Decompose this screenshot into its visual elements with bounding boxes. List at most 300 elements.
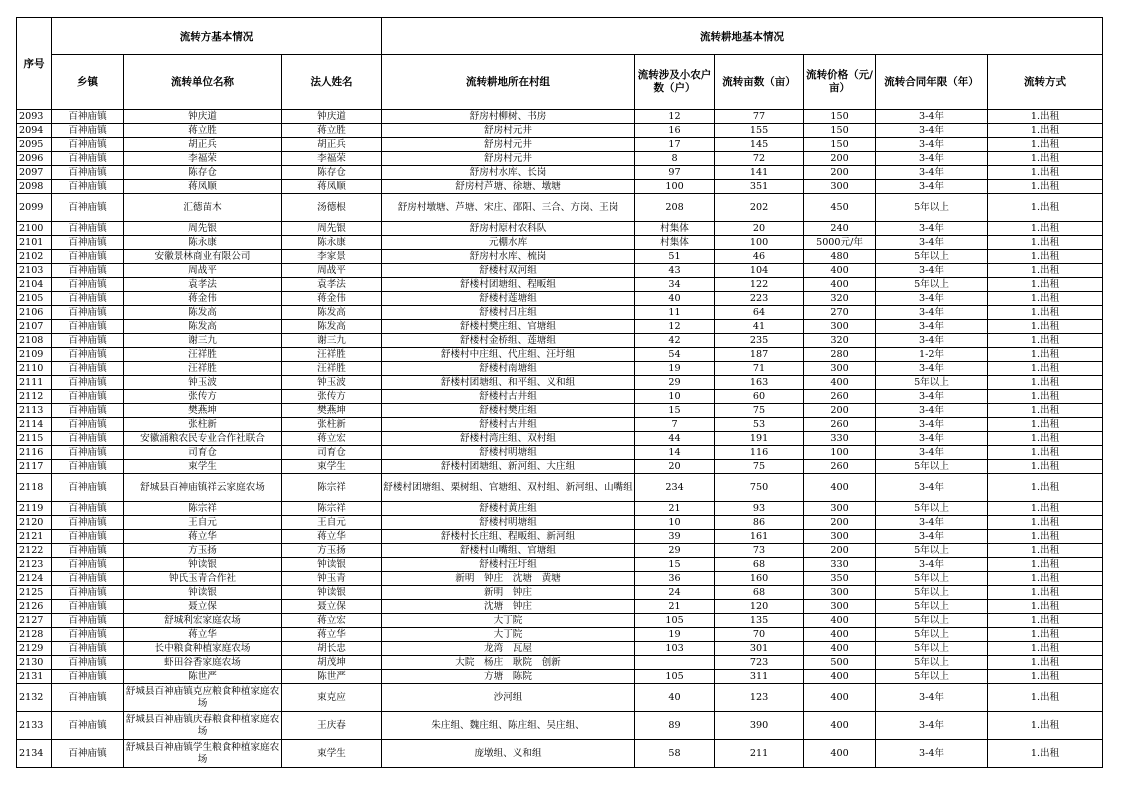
cell-location: 舒房村元井: [382, 124, 635, 138]
cell-location: 大院 杨庄 耿院 创新: [382, 656, 635, 670]
table-row: [17, 628, 1103, 642]
cell-households: 103: [635, 642, 715, 656]
cell-area: 135: [715, 614, 804, 628]
cell-households: 村集体: [635, 222, 715, 236]
cell-town: 百神庙镇: [52, 516, 124, 530]
cell-price: 400: [804, 670, 876, 684]
cell-area: 71: [715, 362, 804, 376]
cell-households: 12: [635, 320, 715, 334]
cell-area: 64: [715, 306, 804, 320]
cell-term: 5年以上: [876, 572, 988, 586]
table-row: [17, 432, 1103, 446]
table-row: [17, 656, 1103, 670]
cell-town: 百神庙镇: [52, 628, 124, 642]
cell-legal-person: 束学生: [282, 740, 382, 768]
table-row: [17, 124, 1103, 138]
cell-legal-person: 王自元: [282, 516, 382, 530]
cell-unit: 方玉扬: [124, 544, 282, 558]
cell-unit: 束学生: [124, 460, 282, 474]
cell-term: 3-4年: [876, 740, 988, 768]
cell-location: 舒房村元井: [382, 152, 635, 166]
table-row: [17, 614, 1103, 628]
cell-term: 3-4年: [876, 516, 988, 530]
table-row: [17, 446, 1103, 460]
cell-legal-person: 周先银: [282, 222, 382, 236]
cell-unit: 陈发高: [124, 306, 282, 320]
cell-town: 百神庙镇: [52, 306, 124, 320]
cell-method: 1.出租: [988, 138, 1103, 152]
table-row: [17, 572, 1103, 586]
table-row: [17, 376, 1103, 390]
cell-term: 5年以上: [876, 614, 988, 628]
cell-method: 1.出租: [988, 614, 1103, 628]
cell-town: 百神庙镇: [52, 600, 124, 614]
cell-location: 舒楼村双河组: [382, 264, 635, 278]
cell-location: 舒楼村湾庄组、双村组: [382, 432, 635, 446]
cell-households: 21: [635, 502, 715, 516]
cell-unit: 蒋立胜: [124, 124, 282, 138]
cell-households: 40: [635, 684, 715, 712]
cell-unit: 舒城县百神庙镇祥云家庭农场: [124, 474, 282, 502]
cell-method: 1.出租: [988, 292, 1103, 306]
table-row: [17, 404, 1103, 418]
cell-seq: 2106: [17, 306, 52, 320]
cell-town: 百神庙镇: [52, 124, 124, 138]
cell-price: 300: [804, 362, 876, 376]
cell-legal-person: 蒋凤顺: [282, 180, 382, 194]
cell-method: 1.出租: [988, 348, 1103, 362]
cell-method: 1.出租: [988, 670, 1103, 684]
cell-method: 1.出租: [988, 166, 1103, 180]
cell-area: 100: [715, 236, 804, 250]
cell-households: 105: [635, 670, 715, 684]
cell-term: 5年以上: [876, 600, 988, 614]
cell-legal-person: 钟庆道: [282, 110, 382, 124]
cell-legal-person: 周战平: [282, 264, 382, 278]
header-group-transferee: 流转方基本情况: [52, 18, 382, 55]
cell-households: 43: [635, 264, 715, 278]
cell-seq: 2101: [17, 236, 52, 250]
cell-legal-person: 汪祥胜: [282, 348, 382, 362]
cell-seq: 2121: [17, 530, 52, 544]
cell-method: 1.出租: [988, 740, 1103, 768]
cell-method: 1.出租: [988, 712, 1103, 740]
cell-town: 百神庙镇: [52, 348, 124, 362]
cell-unit: 胡正兵: [124, 138, 282, 152]
cell-location: 舒楼村金桥组、莲塘组: [382, 334, 635, 348]
cell-unit: 钟玉波: [124, 376, 282, 390]
cell-households: 10: [635, 516, 715, 530]
cell-term: 5年以上: [876, 586, 988, 600]
cell-location: 新明 钟庄: [382, 586, 635, 600]
table-row: [17, 502, 1103, 516]
cell-method: 1.出租: [988, 152, 1103, 166]
cell-location: 舒楼村樊庄组: [382, 404, 635, 418]
cell-households: 8: [635, 152, 715, 166]
cell-price: 400: [804, 264, 876, 278]
cell-legal-person: 汤德根: [282, 194, 382, 222]
cell-unit: 舒城县百神庙镇学生粮食种植家庭农场: [124, 740, 282, 768]
cell-method: 1.出租: [988, 264, 1103, 278]
table-row: [17, 544, 1103, 558]
cell-households: 17: [635, 138, 715, 152]
cell-term: 3-4年: [876, 530, 988, 544]
cell-area: 60: [715, 390, 804, 404]
cell-households: 15: [635, 404, 715, 418]
cell-method: 1.出租: [988, 600, 1103, 614]
cell-area: 750: [715, 474, 804, 502]
cell-legal-person: 胡长忠: [282, 642, 382, 656]
cell-location: 舒楼村莲塘组: [382, 292, 635, 306]
cell-seq: 2114: [17, 418, 52, 432]
cell-town: 百神庙镇: [52, 432, 124, 446]
cell-area: 20: [715, 222, 804, 236]
table-row: [17, 264, 1103, 278]
cell-price: 200: [804, 166, 876, 180]
cell-legal-person: 陈存仓: [282, 166, 382, 180]
cell-legal-person: 张传方: [282, 390, 382, 404]
cell-unit: 陈宗祥: [124, 502, 282, 516]
cell-town: 百神庙镇: [52, 656, 124, 670]
cell-price: 400: [804, 278, 876, 292]
cell-households: 12: [635, 110, 715, 124]
cell-term: 3-4年: [876, 432, 988, 446]
cell-method: 1.出租: [988, 502, 1103, 516]
cell-method: 1.出租: [988, 572, 1103, 586]
cell-town: 百神庙镇: [52, 684, 124, 712]
cell-method: 1.出租: [988, 544, 1103, 558]
cell-area: 93: [715, 502, 804, 516]
header-unit: 流转单位名称: [124, 55, 282, 110]
cell-households: 39: [635, 530, 715, 544]
cell-term: 5年以上: [876, 278, 988, 292]
cell-area: 73: [715, 544, 804, 558]
cell-town: 百神庙镇: [52, 418, 124, 432]
cell-area: 123: [715, 684, 804, 712]
header-legal-person: 法人姓名: [282, 55, 382, 110]
cell-legal-person: 谢三九: [282, 334, 382, 348]
cell-price: 400: [804, 642, 876, 656]
cell-term: 1-2年: [876, 348, 988, 362]
cell-price: 150: [804, 124, 876, 138]
cell-term: 3-4年: [876, 474, 988, 502]
cell-seq: 2119: [17, 502, 52, 516]
cell-location: 沈塘 钟庄: [382, 600, 635, 614]
cell-price: 200: [804, 152, 876, 166]
cell-method: 1.出租: [988, 222, 1103, 236]
cell-area: 75: [715, 404, 804, 418]
cell-method: 1.出租: [988, 376, 1103, 390]
cell-price: 400: [804, 474, 876, 502]
cell-term: 5年以上: [876, 194, 988, 222]
cell-term: 3-4年: [876, 712, 988, 740]
cell-seq: 2120: [17, 516, 52, 530]
table-row: [17, 670, 1103, 684]
cell-town: 百神庙镇: [52, 152, 124, 166]
cell-seq: 2134: [17, 740, 52, 768]
cell-price: 280: [804, 348, 876, 362]
cell-households: 19: [635, 362, 715, 376]
cell-town: 百神庙镇: [52, 194, 124, 222]
cell-price: 300: [804, 320, 876, 334]
cell-seq: 2094: [17, 124, 52, 138]
cell-unit: 谢三九: [124, 334, 282, 348]
cell-area: 351: [715, 180, 804, 194]
cell-area: 53: [715, 418, 804, 432]
cell-households: 208: [635, 194, 715, 222]
cell-method: 1.出租: [988, 460, 1103, 474]
cell-seq: 2100: [17, 222, 52, 236]
table-row: [17, 138, 1103, 152]
table-row: [17, 418, 1103, 432]
cell-price: 150: [804, 110, 876, 124]
cell-term: 5年以上: [876, 544, 988, 558]
cell-term: 3-4年: [876, 390, 988, 404]
cell-area: 70: [715, 628, 804, 642]
cell-seq: 2104: [17, 278, 52, 292]
cell-seq: 2132: [17, 684, 52, 712]
cell-unit: 蒋金伟: [124, 292, 282, 306]
cell-seq: 2122: [17, 544, 52, 558]
table-header: [17, 18, 1103, 110]
table-row: [17, 278, 1103, 292]
cell-term: 3-4年: [876, 334, 988, 348]
cell-households: 54: [635, 348, 715, 362]
cell-seq: 2098: [17, 180, 52, 194]
cell-town: 百神庙镇: [52, 278, 124, 292]
cell-price: 300: [804, 586, 876, 600]
cell-price: 500: [804, 656, 876, 670]
cell-seq: 2107: [17, 320, 52, 334]
cell-households: 14: [635, 446, 715, 460]
land-transfer-table: [16, 17, 1103, 768]
cell-town: 百神庙镇: [52, 474, 124, 502]
cell-area: 68: [715, 586, 804, 600]
cell-legal-person: 蒋立宏: [282, 614, 382, 628]
table-row: [17, 586, 1103, 600]
cell-term: 5年以上: [876, 656, 988, 670]
table-row: [17, 222, 1103, 236]
table-row: [17, 152, 1103, 166]
cell-legal-person: 陈发高: [282, 306, 382, 320]
cell-households: 51: [635, 250, 715, 264]
cell-area: 116: [715, 446, 804, 460]
cell-unit: 钟读银: [124, 586, 282, 600]
cell-term: 5年以上: [876, 460, 988, 474]
cell-town: 百神庙镇: [52, 138, 124, 152]
table-row: [17, 348, 1103, 362]
cell-location: 舒楼村团塘组、和平组、义和组: [382, 376, 635, 390]
cell-seq: 2102: [17, 250, 52, 264]
table-row: [17, 516, 1103, 530]
cell-price: 260: [804, 460, 876, 474]
cell-price: 480: [804, 250, 876, 264]
cell-term: 5年以上: [876, 642, 988, 656]
header-location: 流转耕地所在村组: [382, 55, 635, 110]
cell-term: 3-4年: [876, 222, 988, 236]
cell-town: 百神庙镇: [52, 264, 124, 278]
cell-town: 百神庙镇: [52, 712, 124, 740]
cell-seq: 2129: [17, 642, 52, 656]
cell-location: 舒楼村山嘴组、官塘组: [382, 544, 635, 558]
cell-households: 7: [635, 418, 715, 432]
cell-method: 1.出租: [988, 124, 1103, 138]
cell-location: 大丁院: [382, 628, 635, 642]
cell-town: 百神庙镇: [52, 586, 124, 600]
cell-term: 5年以上: [876, 502, 988, 516]
cell-term: 3-4年: [876, 236, 988, 250]
cell-unit: 袁孝法: [124, 278, 282, 292]
cell-term: 3-4年: [876, 264, 988, 278]
cell-town: 百神庙镇: [52, 334, 124, 348]
cell-term: 5年以上: [876, 628, 988, 642]
cell-term: 3-4年: [876, 362, 988, 376]
cell-households: 42: [635, 334, 715, 348]
cell-price: 320: [804, 292, 876, 306]
cell-households: 15: [635, 558, 715, 572]
cell-legal-person: 束学生: [282, 460, 382, 474]
cell-seq: 2133: [17, 712, 52, 740]
header-method: 流转方式: [988, 55, 1103, 110]
cell-term: 3-4年: [876, 418, 988, 432]
cell-method: 1.出租: [988, 236, 1103, 250]
table-row: [17, 642, 1103, 656]
cell-town: 百神庙镇: [52, 530, 124, 544]
cell-legal-person: 钟读银: [282, 586, 382, 600]
cell-location: 庞墩组、义和组: [382, 740, 635, 768]
cell-area: 311: [715, 670, 804, 684]
cell-area: 145: [715, 138, 804, 152]
cell-area: 77: [715, 110, 804, 124]
cell-location: 舒房村原村农科队: [382, 222, 635, 236]
cell-area: 141: [715, 166, 804, 180]
cell-seq: 2117: [17, 460, 52, 474]
cell-location: 舒楼村团塘组、程畈组: [382, 278, 635, 292]
cell-households: 89: [635, 712, 715, 740]
cell-price: 300: [804, 180, 876, 194]
table-row: [17, 684, 1103, 712]
header-group-land: 流转耕地基本情况: [382, 18, 1103, 55]
cell-unit: 安徽景林商业有限公司: [124, 250, 282, 264]
cell-seq: 2105: [17, 292, 52, 306]
cell-seq: 2096: [17, 152, 52, 166]
table-row: [17, 334, 1103, 348]
cell-area: 191: [715, 432, 804, 446]
cell-unit: 蒋凤顺: [124, 180, 282, 194]
cell-legal-person: 陈宗祥: [282, 474, 382, 502]
cell-unit: 舒城利宏家庭农场: [124, 614, 282, 628]
cell-price: 330: [804, 432, 876, 446]
cell-location: 舒楼村团塘组、栗树组、官塘组、双村组、新河组、山嘴组: [382, 474, 635, 502]
cell-seq: 2113: [17, 404, 52, 418]
cell-area: 202: [715, 194, 804, 222]
cell-unit: 张柱新: [124, 418, 282, 432]
cell-area: 122: [715, 278, 804, 292]
cell-town: 百神庙镇: [52, 222, 124, 236]
cell-location: 舒楼村吕庄组: [382, 306, 635, 320]
cell-unit: 陈发高: [124, 320, 282, 334]
cell-seq: 2125: [17, 586, 52, 600]
cell-legal-person: 束克应: [282, 684, 382, 712]
table-row: [17, 236, 1103, 250]
cell-households: [635, 656, 715, 670]
cell-unit: 安徽涌粮农民专业合作社联合: [124, 432, 282, 446]
cell-price: 200: [804, 516, 876, 530]
cell-area: 187: [715, 348, 804, 362]
table-row: [17, 390, 1103, 404]
cell-legal-person: 蒋金伟: [282, 292, 382, 306]
cell-unit: 钟庆道: [124, 110, 282, 124]
cell-area: 41: [715, 320, 804, 334]
cell-legal-person: 袁孝法: [282, 278, 382, 292]
cell-seq: 2095: [17, 138, 52, 152]
table-row: [17, 250, 1103, 264]
cell-households: 24: [635, 586, 715, 600]
cell-unit: 蒋立华: [124, 530, 282, 544]
cell-legal-person: 钟玉青: [282, 572, 382, 586]
cell-price: 400: [804, 376, 876, 390]
header-town: 乡镇: [52, 55, 124, 110]
cell-legal-person: 樊燕坤: [282, 404, 382, 418]
cell-area: 301: [715, 642, 804, 656]
cell-legal-person: 张柱新: [282, 418, 382, 432]
cell-seq: 2118: [17, 474, 52, 502]
cell-term: 3-4年: [876, 110, 988, 124]
cell-town: 百神庙镇: [52, 250, 124, 264]
cell-location: 舒楼村汪圩组: [382, 558, 635, 572]
table-row: [17, 362, 1103, 376]
cell-method: 1.出租: [988, 418, 1103, 432]
cell-town: 百神庙镇: [52, 166, 124, 180]
cell-legal-person: 蒋立华: [282, 530, 382, 544]
cell-term: 5年以上: [876, 376, 988, 390]
table-row: [17, 180, 1103, 194]
cell-seq: 2112: [17, 390, 52, 404]
cell-seq: 2126: [17, 600, 52, 614]
cell-households: 11: [635, 306, 715, 320]
cell-location: 舒楼村中庄组、代庄组、汪圩组: [382, 348, 635, 362]
cell-price: 400: [804, 740, 876, 768]
table-row: [17, 600, 1103, 614]
cell-seq: 2111: [17, 376, 52, 390]
cell-town: 百神庙镇: [52, 320, 124, 334]
cell-term: 3-4年: [876, 124, 988, 138]
cell-method: 1.出租: [988, 110, 1103, 124]
cell-location: 舒楼村明塘组: [382, 516, 635, 530]
cell-location: 大丁院: [382, 614, 635, 628]
cell-seq: 2097: [17, 166, 52, 180]
cell-term: 3-4年: [876, 306, 988, 320]
cell-area: 104: [715, 264, 804, 278]
cell-method: 1.出租: [988, 320, 1103, 334]
cell-seq: 2110: [17, 362, 52, 376]
cell-term: 5年以上: [876, 250, 988, 264]
cell-legal-person: 蒋立胜: [282, 124, 382, 138]
cell-location: 龙湾 瓦屋: [382, 642, 635, 656]
cell-price: 330: [804, 558, 876, 572]
header-price: 流转价格（元/亩）: [804, 55, 876, 110]
cell-method: 1.出租: [988, 586, 1103, 600]
cell-households: 29: [635, 544, 715, 558]
cell-town: 百神庙镇: [52, 404, 124, 418]
cell-households: 16: [635, 124, 715, 138]
cell-legal-person: 蒋立宏: [282, 432, 382, 446]
cell-legal-person: 聂立保: [282, 600, 382, 614]
cell-seq: 2127: [17, 614, 52, 628]
table-row: [17, 110, 1103, 124]
cell-seq: 2103: [17, 264, 52, 278]
cell-households: 100: [635, 180, 715, 194]
